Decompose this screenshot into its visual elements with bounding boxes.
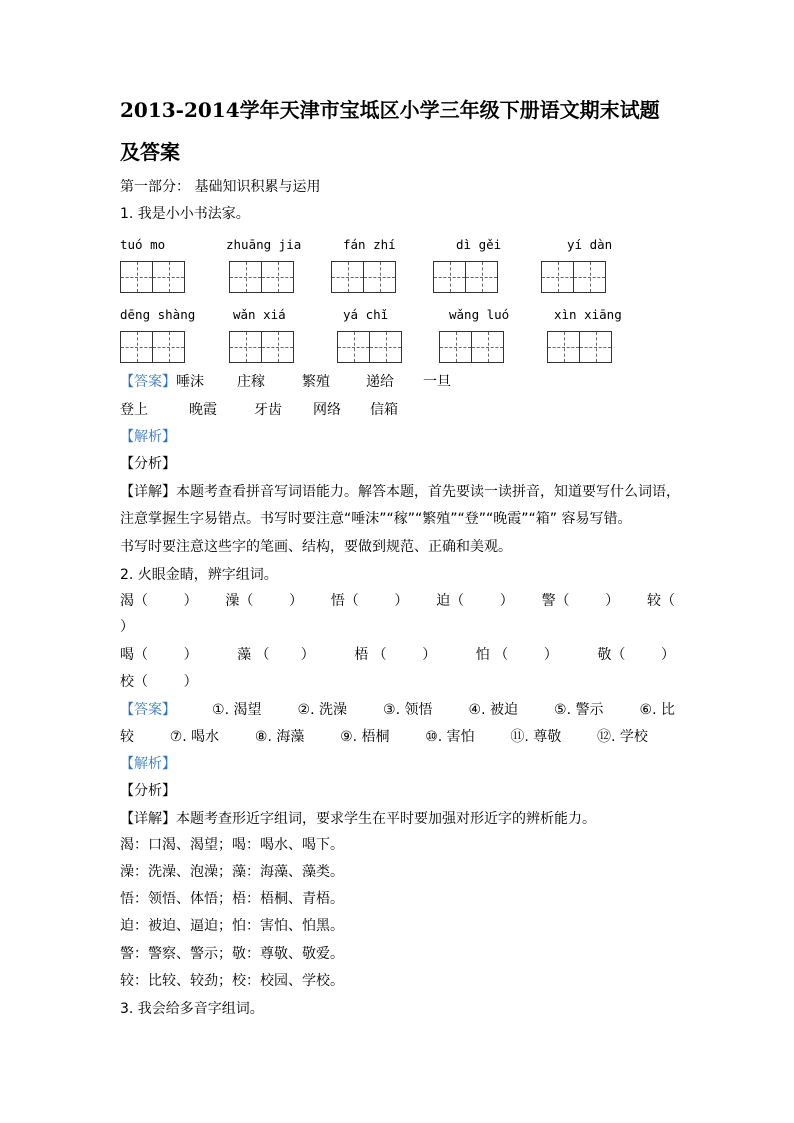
answer-word: ②. 洗澡 [297,702,347,718]
pinyin: tuó mo [120,237,166,252]
answer-word: ⑫. 学校 [597,729,648,745]
q2-row-wrap: ） [120,619,134,635]
fill-item[interactable]: 渴（ ） [120,593,198,609]
answer-word: 晚霞 [189,402,217,418]
answer-word: ⑨. 梧桐 [340,729,390,745]
detail-line: 较：比较、较劲；校：校园、学校。 [120,973,344,989]
writing-grid[interactable] [547,331,611,363]
q1-answer-cont [120,400,420,420]
q2-answer [120,700,675,720]
answer-word: ⑤. 警示 [554,702,604,718]
detail-line: 警：警察、警示；敬：尊敬、敬爱。 [120,946,344,962]
fenxi-label: 【分析】 [120,783,176,799]
answer-word: ①. 渴望 [212,702,262,718]
doc-title-cont: 及答案 [120,140,180,164]
answer-word: ⑦. 喝水 [169,729,220,745]
answer-word: ⑪. 尊敬 [510,729,562,745]
writing-grid[interactable] [229,261,293,293]
fill-item[interactable]: 澡（ ） [225,593,303,609]
pinyin: fán zhí [343,237,396,252]
detail-line: 迫：被迫、逼迫；怕：害怕、怕黑。 [120,918,344,934]
detail-line: 悟：领悟、体悟；梧：梧桐、青梧。 [120,891,344,907]
q2-row [120,645,675,665]
answer-word: 庄稼 [237,374,265,390]
writing-grid[interactable] [120,331,184,363]
q2-answer-cont [120,727,648,747]
analysis-label: 【解析】 [120,756,176,772]
pinyin: wǎng luó [449,307,510,322]
analysis-label: 【解析】 [120,429,176,445]
pinyin: dì gěi [456,237,502,252]
fill-item[interactable]: 迫（ ） [436,593,514,609]
answer-word: 登上 [120,402,148,418]
answer-word: 牙齿 [254,402,282,418]
q2-heading: 2. 火眼金睛，辨字组词。 [120,567,278,583]
answer-word: ③. 领悟 [383,702,433,718]
q2-row [120,591,675,611]
q3-heading: 3. 我会给多音字组词。 [120,1001,264,1017]
fill-item[interactable]: 喝（ ） [120,647,198,663]
fill-item[interactable]: 敬（ ） [597,647,675,663]
fill-item[interactable]: 警（ ） [541,593,620,609]
writing-grid[interactable] [433,261,497,293]
answer-word: ⑧. 海藻 [254,729,305,745]
writing-grid[interactable] [120,261,184,293]
pinyin: yá chǐ [343,307,389,322]
doc-title: 2013-2014学年天津市宝坻区小学三年级下册语文期末试题 [120,98,660,122]
pinyin: xìn xiāng [554,307,622,322]
answer-word: 较 [120,729,134,745]
pinyin: yí dàn [567,237,613,252]
pinyin: dēng shàng [120,307,196,322]
detail-text: 【详解】本题考查形近字组词，要求学生在平时要加强对形近字的辨析能力。 [120,811,596,827]
detail-line: 渴：口渴、渴望；喝：喝水、喝下。 [120,837,344,853]
answer-label: 【答案】 [120,374,176,390]
answer-word: ④. 被迫 [468,702,518,718]
writing-grid[interactable] [541,261,605,293]
writing-grid[interactable] [229,331,293,363]
writing-grid[interactable] [337,331,401,363]
detail-line: 澡：洗澡、泡澡；藻：海藻、藻类。 [120,864,344,880]
answer-word: 网络 [313,402,341,418]
fill-item[interactable]: 怕 （ ） [475,647,558,663]
answer-word: 一旦 [423,374,451,390]
part-heading: 第一部分： 基础知识积累与运用 [120,179,321,195]
answer-word: 递给 [366,374,394,390]
answer-word: 唾沫 [176,374,204,390]
q1-heading: 1. 我是小小书法家。 [120,206,250,222]
fill-item[interactable]: 藻 （ ） [237,647,315,663]
fill-item[interactable]: 校（ ） [120,674,198,690]
q1-answer [120,372,451,392]
fill-item[interactable]: 较（ [646,593,675,609]
answer-word: 信箱 [370,402,398,418]
answer-word: ⑥. 比 [639,702,675,718]
answer-word: 繁殖 [302,374,330,390]
detail-text: 注意掌握生字易错点。书写时要注意“唾沫”“稼”“繁殖”“登”“晚霞”“箱” 容易写错。 [120,511,632,527]
pinyin: zhuāng jia [226,237,302,252]
detail-text: 书写时要注意这些字的笔画、结构，要做到规范、正确和美观。 [120,539,512,555]
detail-text: 【详解】本题考查看拼音写词语能力。解答本题，首先要读一读拼音，知道要写什么词语， [120,484,680,500]
pinyin: wǎn xiá [233,307,286,322]
fill-item[interactable]: 悟（ ） [330,593,409,609]
fill-item[interactable]: 梧 （ ） [354,647,437,663]
answer-label: 【答案】 [120,702,176,718]
answer-word: ⑩. 害怕 [425,729,475,745]
writing-grid[interactable] [331,261,395,293]
fenxi-label: 【分析】 [120,456,176,472]
writing-grid[interactable] [439,331,503,363]
